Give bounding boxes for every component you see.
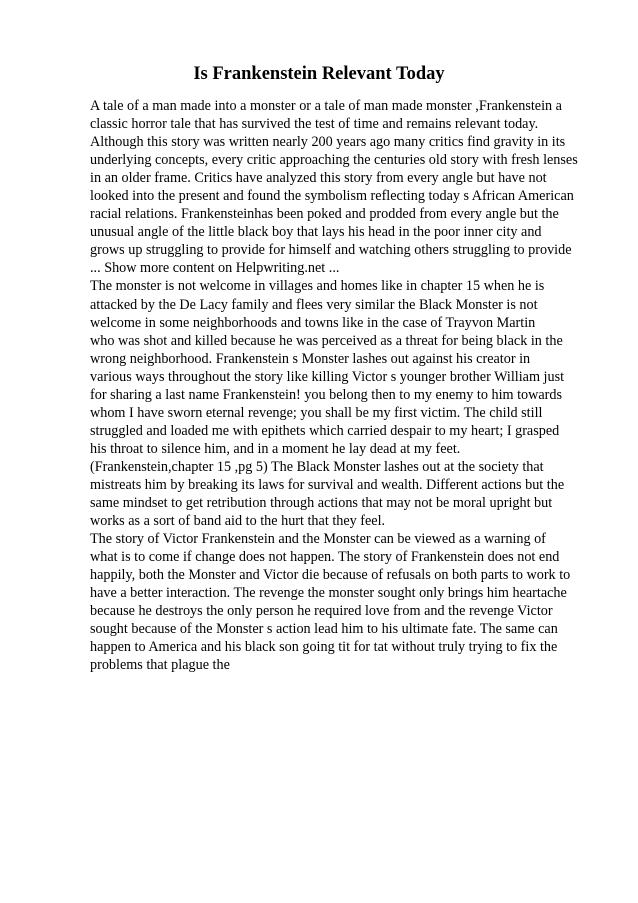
text-line-18: whom I have sworn eternal revenge; you shall be my first victim. The child still	[90, 404, 543, 421]
text-line-7: racial relations. Frankensteinhas been poked and prodded from every angle but the	[90, 206, 559, 223]
text-line-25: The story of Victor Frankenstein and the Monster can be viewed as a warning of	[90, 531, 546, 548]
text-line-28: have a better interaction. The revenge the monster sought only brings him heartache	[90, 585, 567, 602]
show-more-link[interactable]: ... Show more content on Helpwriting.net ...	[90, 260, 340, 277]
essay-body	[90, 97, 590, 675]
text-line-31: happen to America and his black son going tit for tat without truly trying to fix the	[90, 639, 558, 656]
text-line-9: grows up struggling to provide for himself and watching others struggling to provide	[90, 242, 572, 259]
text-line-21: (Frankenstein,chapter 15 ,pg 5) The Black Monster lashes out at the society that	[90, 458, 544, 475]
text-line-17: for sharing a last name Frankenstein! you belong then to my enemy to him towards	[90, 386, 563, 403]
text-line-16: various ways throughout the story like killing Victor s younger brother William just	[90, 368, 565, 385]
text-line-8: unusual angle of the little black boy that lays his head in the poor inner city and	[90, 224, 542, 241]
text-line-6: looked into the present and found the symbolism reflecting today s African American	[90, 188, 574, 205]
text-line-24: works as a sort of band aid to the hurt that they feel.	[90, 513, 386, 530]
text-line-1: A tale of a man made into a monster or a tale of man made monster ,Frankenstein a	[90, 98, 562, 114]
text-line-13: welcome in some neighborhoods and towns like in the case of Trayvon Martin	[90, 314, 536, 331]
text-line-12: attacked by the De Lacy family and flees very similar the Black Monster is not	[90, 296, 538, 313]
text-line-23: same mindset to get retribution through actions that may not be moral upright but	[90, 495, 553, 512]
text-line-27: happily, both the Monster and Victor die because of refusals on both parts to work to	[90, 567, 571, 584]
text-line-4: underlying concepts, every critic approaching the centuries old story with fresh lenses	[90, 152, 578, 169]
text-line-29: because he destroys the only person he required love from and the revenge Victor	[90, 603, 553, 620]
text-line-14: who was shot and killed because he was perceived as a threat for being black in the	[90, 332, 563, 349]
text-line-30: sought because of the Monster s action lead him to his ultimate fate. The same can	[90, 621, 558, 638]
text-line-5: in an older frame. Critics have analyzed this story from every angle but have not	[90, 170, 547, 187]
text-line-3: Although this story was written nearly 200 years ago many critics find gravity in its	[90, 134, 566, 151]
text-line-11: The monster is not welcome in villages and homes like in chapter 15 when he is	[90, 278, 545, 295]
text-line-15: wrong neighborhood. Frankenstein s Monster lashes out against his creator in	[90, 350, 531, 367]
text-line-2: classic horror tale that has survived the test of time and remains relevant today.	[90, 116, 539, 133]
text-line-22: mistreats him by breaking its laws for survival and wealth. Different actions but the	[90, 476, 565, 493]
text-line-26: what is to come if change does not happen. The story of Frankenstein does not end	[90, 549, 560, 566]
page-title: Is Frankenstein Relevant Today	[193, 64, 445, 84]
text-line-32: problems that plague the	[90, 657, 230, 674]
text-line-19: struggled and loaded me with epithets which carried despair to my heart; I grasped	[90, 422, 560, 439]
text-line-20: his throat to silence him, and in a moment he lay dead at my feet.	[90, 440, 461, 457]
